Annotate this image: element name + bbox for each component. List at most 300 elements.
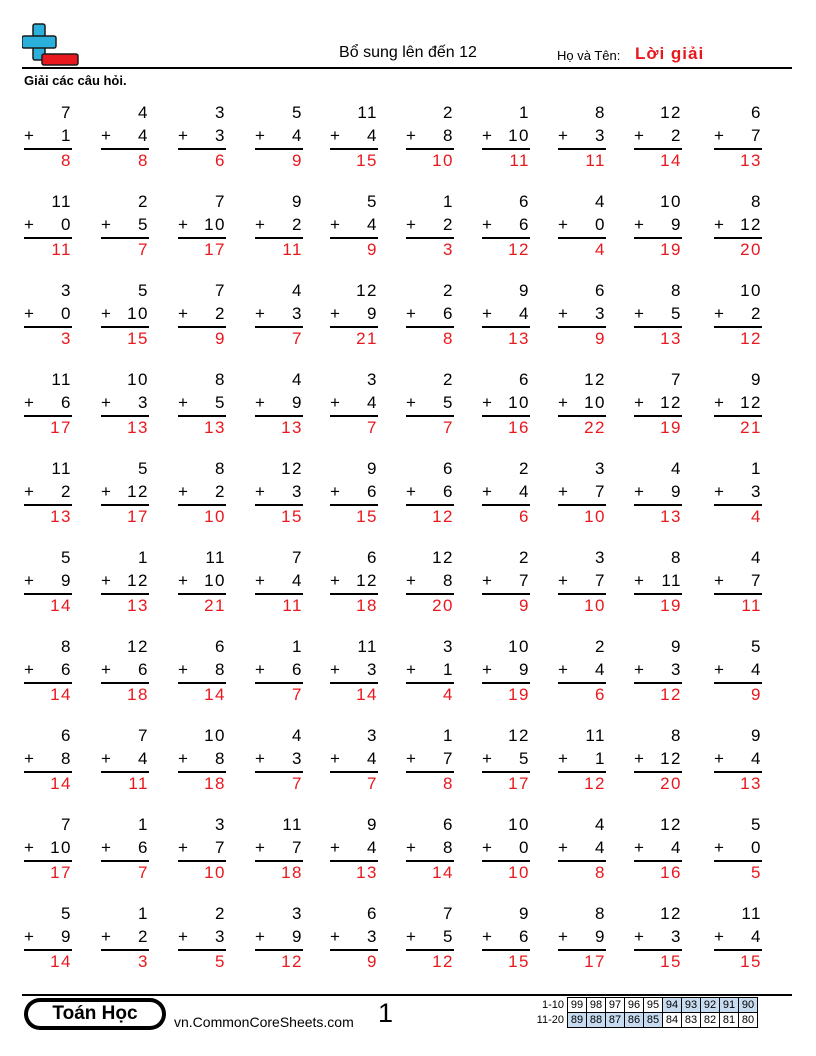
sum-line [178,682,226,684]
addend-bottom: 1 [595,749,606,768]
answer: 14 [50,774,72,793]
sum-line [178,415,226,417]
score-cell: 93 [682,998,701,1013]
sum-line [255,326,303,328]
sum-line [714,860,762,862]
sum-line [714,148,762,150]
addend-top: 5 [751,637,762,656]
answer: 18 [127,685,149,704]
sum-line [482,949,530,951]
score-row [528,1013,758,1028]
addend-bottom: 6 [519,927,530,946]
addend-top: 5 [61,904,72,923]
addend-bottom: 12 [660,393,682,412]
addend-top: 9 [367,815,378,834]
sum-line [178,148,226,150]
plus-sign: + [330,571,342,590]
addend-top: 10 [508,815,530,834]
answer: 17 [584,952,606,971]
answer: 9 [292,151,303,170]
answer: 17 [127,507,149,526]
brand-badge [24,998,166,1030]
addend-bottom: 7 [751,126,762,145]
sum-line [330,771,378,773]
addend-top: 1 [138,815,149,834]
answer: 3 [443,240,454,259]
plus-sign: + [330,838,342,857]
addend-top: 6 [367,904,378,923]
answer: 11 [741,596,762,615]
plus-sign: + [406,126,418,145]
addend-bottom: 3 [292,749,303,768]
addend-top: 11 [357,103,378,122]
addend-bottom: 3 [215,126,226,145]
plus-sign: + [330,660,342,679]
plus-sign: + [178,393,190,412]
addend-bottom: 2 [751,304,762,323]
answer: 21 [356,329,378,348]
addend-bottom: 3 [671,660,682,679]
addend-bottom: 4 [519,482,530,501]
addend-top: 12 [356,281,378,300]
addend-top: 8 [595,103,606,122]
addend-top: 6 [519,370,530,389]
addend-bottom: 4 [595,838,606,857]
addend-bottom: 12 [660,749,682,768]
addend-bottom: 4 [138,126,149,145]
sum-line [406,237,454,239]
score-cell: 92 [701,998,720,1013]
addend-bottom: 6 [519,215,530,234]
answer: 18 [356,596,378,615]
sum-line [255,415,303,417]
sum-line [482,326,530,328]
plus-sign: + [101,660,113,679]
plus-sign: + [24,571,36,590]
plus-sign: + [714,304,726,323]
plus-sign: + [482,571,494,590]
sum-line [714,326,762,328]
sum-line [330,860,378,862]
score-cell: 96 [625,998,644,1013]
addend-bottom: 0 [519,838,530,857]
answer: 11 [509,151,530,170]
answer: 15 [660,952,682,971]
sum-line [178,504,226,506]
addend-top: 12 [660,904,682,923]
addend-top: 8 [671,726,682,745]
plus-sign: + [634,927,646,946]
sum-line [714,682,762,684]
addend-top: 2 [443,281,454,300]
plus-sign: + [558,126,570,145]
addend-top: 1 [443,726,454,745]
sum-line [634,415,682,417]
addend-bottom: 10 [127,304,149,323]
addend-bottom: 6 [443,304,454,323]
sum-line [101,148,149,150]
plus-sign: + [714,482,726,501]
addend-top: 6 [215,637,226,656]
answer: 9 [367,240,378,259]
answer: 10 [508,863,530,882]
addend-top: 6 [443,459,454,478]
addend-top: 5 [751,815,762,834]
sum-line [714,771,762,773]
addend-top: 3 [292,904,303,923]
sum-line [330,949,378,951]
addend-bottom: 3 [671,927,682,946]
addend-bottom: 4 [671,838,682,857]
sum-line [482,593,530,595]
answer: 8 [443,329,454,348]
addend-top: 7 [215,192,226,211]
addend-bottom: 1 [61,126,72,145]
addend-top: 6 [61,726,72,745]
addend-bottom: 8 [61,749,72,768]
plus-sign: + [406,215,418,234]
addend-top: 6 [519,192,530,211]
answer: 13 [127,418,149,437]
sum-line [24,860,72,862]
addend-bottom: 4 [367,215,378,234]
addend-bottom: 12 [356,571,378,590]
answer: 19 [660,596,682,615]
addend-top: 5 [138,281,149,300]
answer: 13 [50,507,72,526]
sum-line [101,949,149,951]
addend-bottom: 5 [443,927,454,946]
answer: 8 [443,774,454,793]
addend-top: 9 [367,459,378,478]
sum-line [178,949,226,951]
addend-top: 5 [292,103,303,122]
plus-sign: + [101,304,113,323]
addend-bottom: 4 [367,393,378,412]
plus-sign: + [255,215,267,234]
addend-top: 8 [671,548,682,567]
addend-top: 1 [443,192,454,211]
plus-sign: + [482,126,494,145]
sum-line [634,771,682,773]
sum-line [330,415,378,417]
addend-top: 9 [519,904,530,923]
addend-bottom: 7 [215,838,226,857]
addend-top: 8 [595,904,606,923]
sum-line [714,593,762,595]
addend-bottom: 4 [751,749,762,768]
addend-bottom: 4 [367,749,378,768]
sum-line [24,415,72,417]
addend-bottom: 6 [367,482,378,501]
plus-sign: + [634,215,646,234]
addend-top: 3 [595,459,606,478]
name-value: Lời giải [635,44,705,63]
sum-line [24,148,72,150]
plus-sign: + [255,660,267,679]
plus-sign: + [330,749,342,768]
plus-sign: + [634,660,646,679]
addend-bottom: 12 [127,571,149,590]
addend-top: 4 [292,370,303,389]
sum-line [330,593,378,595]
addend-top: 3 [595,548,606,567]
addend-bottom: 1 [443,660,454,679]
addend-bottom: 10 [584,393,606,412]
answer: 7 [138,863,149,882]
addend-top: 7 [671,370,682,389]
addend-bottom: 5 [138,215,149,234]
addend-bottom: 6 [443,482,454,501]
answer: 7 [443,418,454,437]
sum-line [634,504,682,506]
sum-line [330,237,378,239]
addend-bottom: 2 [61,482,72,501]
plus-sign: + [24,393,36,412]
sum-line [482,148,530,150]
plus-sign: + [634,571,646,590]
instructions: Giải các câu hỏi. [24,73,127,88]
addend-bottom: 6 [61,393,72,412]
score-cell: 87 [606,1013,625,1028]
score-table [528,997,758,1028]
plus-sign: + [255,482,267,501]
plus-sign: + [406,660,418,679]
answer: 6 [519,507,530,526]
sum-line [406,682,454,684]
sum-line [330,682,378,684]
addend-top: 7 [292,548,303,567]
addend-top: 11 [357,637,378,656]
plus-sign: + [178,749,190,768]
sum-line [482,771,530,773]
answer: 11 [128,774,149,793]
addend-bottom: 2 [292,215,303,234]
site-url: vn.CommonCoreSheets.com [174,1014,354,1030]
sum-line [101,504,149,506]
addend-top: 3 [367,726,378,745]
sum-line [255,237,303,239]
answer: 22 [584,418,606,437]
sum-line [178,326,226,328]
answer: 8 [595,863,606,882]
plus-sign: + [178,304,190,323]
sum-line [24,771,72,773]
answer: 5 [215,952,226,971]
addend-bottom: 9 [292,393,303,412]
addend-top: 4 [292,281,303,300]
score-cell: 89 [568,1013,587,1028]
answer: 15 [356,507,378,526]
addend-top: 5 [138,459,149,478]
answer: 10 [204,863,226,882]
plus-sign: + [406,482,418,501]
sum-line [482,415,530,417]
addend-bottom: 4 [292,571,303,590]
addend-bottom: 9 [61,927,72,946]
addend-bottom: 7 [292,838,303,857]
addend-top: 8 [61,637,72,656]
sum-line [634,237,682,239]
answer: 3 [61,329,72,348]
sum-line [558,148,606,150]
plus-sign: + [330,482,342,501]
addend-top: 3 [215,815,226,834]
plus-sign: + [482,660,494,679]
sum-line [558,326,606,328]
addend-bottom: 8 [443,571,454,590]
addend-bottom: 6 [138,838,149,857]
score-cell: 86 [625,1013,644,1028]
sum-line [178,860,226,862]
answer: 13 [127,596,149,615]
plus-sign: + [178,927,190,946]
plus-sign: + [178,838,190,857]
sum-line [24,326,72,328]
addend-top: 1 [519,103,530,122]
plus-sign: + [558,571,570,590]
sum-line [101,860,149,862]
answer: 11 [282,240,303,259]
sum-line [24,593,72,595]
score-cell: 94 [663,998,682,1013]
plus-sign: + [714,215,726,234]
answer: 12 [508,240,530,259]
sum-line [255,148,303,150]
answer: 15 [740,952,762,971]
score-cell: 84 [663,1013,682,1028]
plus-sign: + [406,838,418,857]
plus-sign: + [482,215,494,234]
plus-sign: + [101,393,113,412]
plus-sign: + [255,571,267,590]
answer: 18 [281,863,303,882]
answer: 17 [50,863,72,882]
plus-sign: + [255,393,267,412]
addend-bottom: 3 [367,927,378,946]
answer: 20 [740,240,762,259]
answer: 5 [751,863,762,882]
plus-sign: + [255,304,267,323]
plus-sign: + [178,660,190,679]
addend-top: 7 [215,281,226,300]
addend-top: 2 [138,192,149,211]
sum-line [178,771,226,773]
addend-bottom: 3 [292,482,303,501]
answer: 20 [432,596,454,615]
addend-bottom: 4 [367,126,378,145]
answer: 14 [50,596,72,615]
sum-line [406,504,454,506]
answer: 11 [282,596,303,615]
score-cell: 82 [701,1013,720,1028]
addend-top: 6 [595,281,606,300]
addend-top: 1 [138,904,149,923]
plus-sign: + [714,838,726,857]
addend-bottom: 7 [595,571,606,590]
score-cell: 98 [587,998,606,1013]
answer: 9 [595,329,606,348]
addend-top: 9 [751,726,762,745]
plus-sign: + [406,571,418,590]
addend-bottom: 3 [751,482,762,501]
addend-bottom: 8 [443,126,454,145]
sum-line [406,860,454,862]
plus-sign: + [330,927,342,946]
addend-top: 9 [519,281,530,300]
sum-line [714,949,762,951]
addend-bottom: 10 [508,393,530,412]
plus-sign: + [558,660,570,679]
plus-sign: + [482,393,494,412]
addend-top: 12 [660,103,682,122]
answer: 12 [740,329,762,348]
addend-bottom: 2 [671,126,682,145]
addend-top: 3 [367,370,378,389]
addend-top: 12 [584,370,606,389]
addend-bottom: 12 [740,215,762,234]
plus-sign: + [634,393,646,412]
addend-bottom: 5 [443,393,454,412]
addend-top: 9 [751,370,762,389]
addend-top: 12 [127,637,149,656]
plus-sign: + [634,749,646,768]
plus-sign: + [634,126,646,145]
answer: 21 [204,596,226,615]
addend-bottom: 7 [443,749,454,768]
sum-line [406,771,454,773]
plus-sign: + [406,927,418,946]
plus-sign: + [714,927,726,946]
plus-sign: + [24,126,36,145]
addend-top: 2 [443,370,454,389]
plus-sign: + [330,304,342,323]
addend-bottom: 3 [215,927,226,946]
score-cell: 80 [739,1013,758,1028]
addend-top: 5 [61,548,72,567]
addend-top: 11 [51,192,72,211]
plus-sign: + [178,215,190,234]
sum-line [255,771,303,773]
addend-bottom: 3 [595,304,606,323]
sum-line [255,682,303,684]
plus-sign: + [255,126,267,145]
answer: 15 [281,507,303,526]
sum-line [330,148,378,150]
answer: 10 [432,151,454,170]
addend-bottom: 2 [215,304,226,323]
plus-sign: + [482,482,494,501]
addend-top: 7 [61,103,72,122]
plus-sign: + [24,838,36,857]
sum-line [558,504,606,506]
addend-top: 10 [127,370,149,389]
addend-top: 9 [671,637,682,656]
addend-top: 2 [215,904,226,923]
sum-line [24,504,72,506]
score-cell: 81 [720,1013,739,1028]
sum-line [558,682,606,684]
addend-bottom: 7 [519,571,530,590]
addend-bottom: 9 [595,927,606,946]
answer: 18 [204,774,226,793]
addend-top: 8 [671,281,682,300]
sum-line [406,326,454,328]
answer: 15 [356,151,378,170]
addend-top: 6 [751,103,762,122]
addend-top: 1 [138,548,149,567]
addend-bottom: 10 [204,571,226,590]
